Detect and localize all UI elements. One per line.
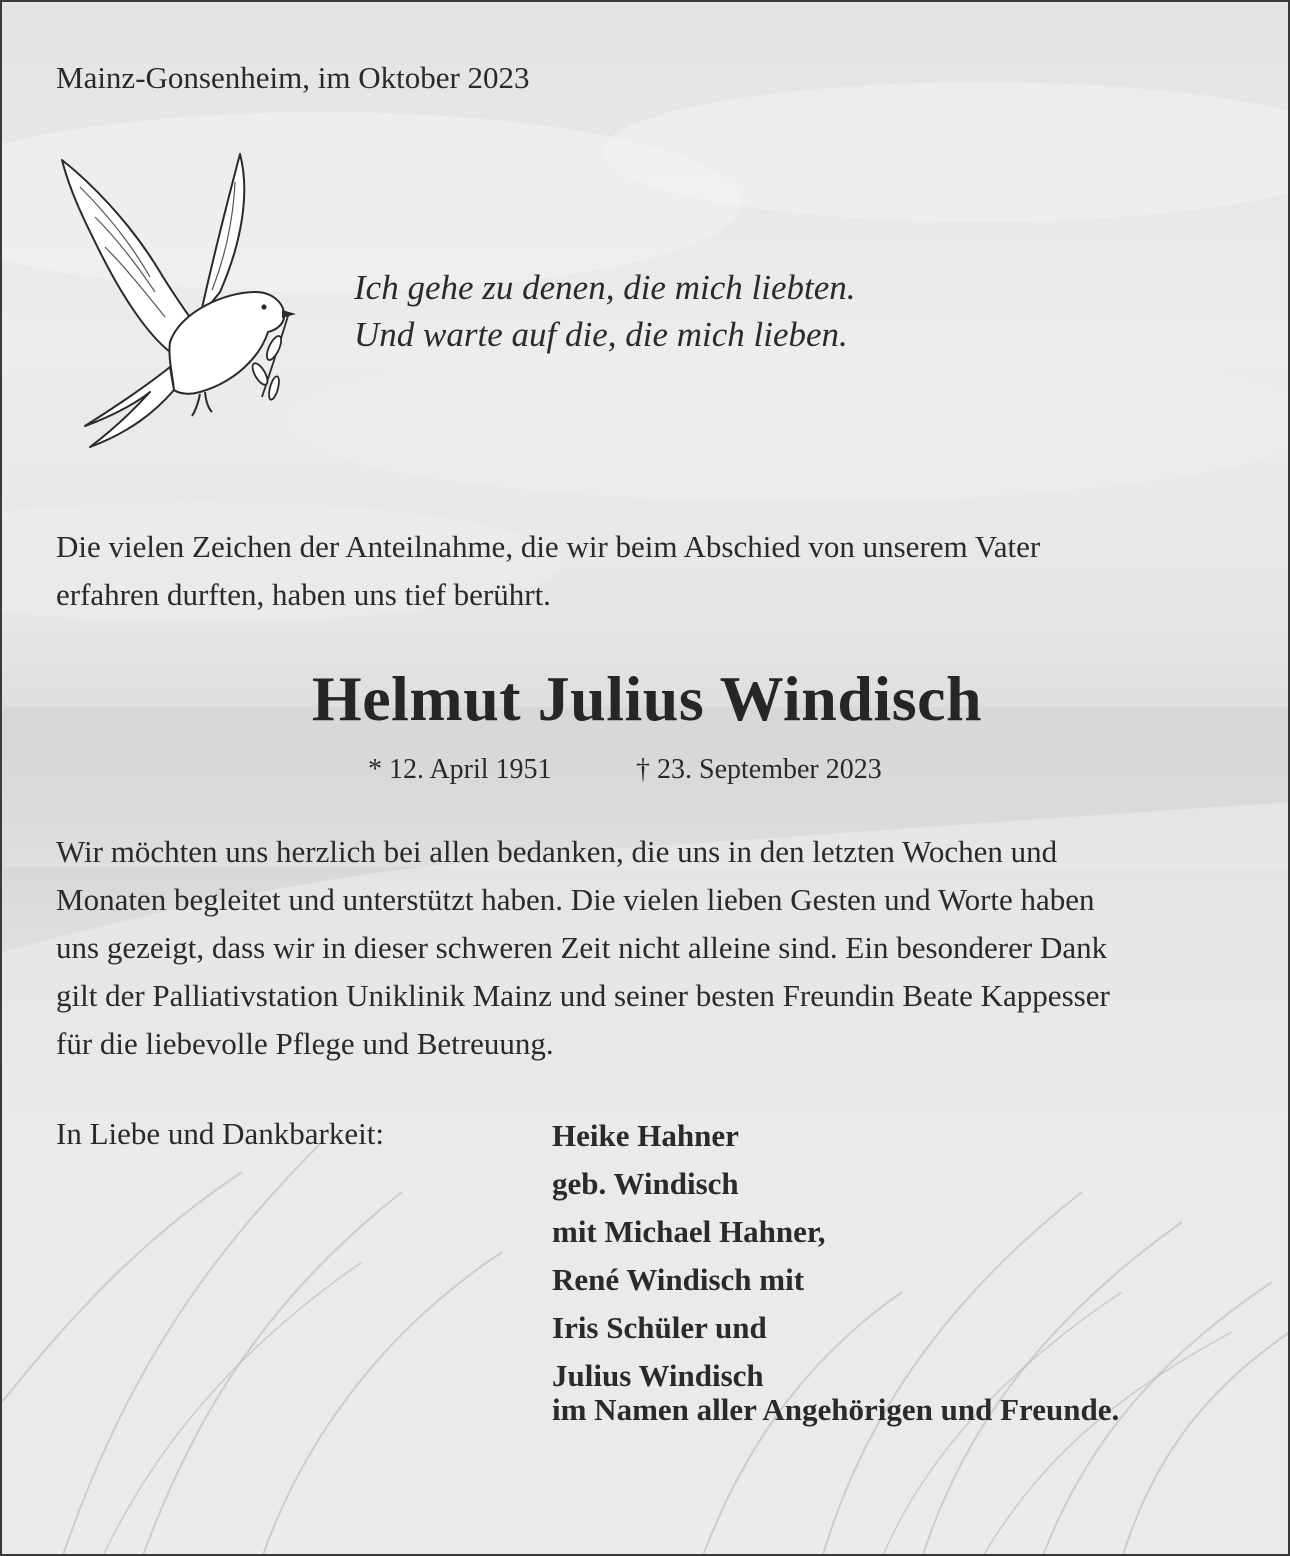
dove-with-olive-branch-icon [50,142,310,462]
death-date: † 23. September 2023 [636,754,882,785]
thanks-line: uns gezeigt, dass wir in dieser schweren Zeit nicht alleine sind. Ein besonderer Dank [56,930,1108,965]
closing-line: im Namen aller Angehörigen und Freunde. [552,1392,1120,1427]
signer-line: René Windisch mit [552,1262,805,1297]
signer-line: Iris Schüler und [552,1310,767,1345]
signer-line: Heike Hahner [552,1118,739,1153]
signoff-label: In Liebe und Dankbarkeit: [56,1116,384,1151]
thanks-line: Monaten begleitet und unterstützt haben. Die vielen lieben Gesten und Worte haben [56,882,1095,917]
signer-line: Julius Windisch [552,1358,764,1393]
signer-line: mit Michael Hahner, [552,1214,826,1249]
signer-line: geb. Windisch [552,1166,739,1201]
intro-paragraph [56,523,1040,619]
deceased-name: Helmut Julius Windisch [311,663,983,734]
signers-list [552,1112,826,1400]
birth-date: * 12. April 1951 [368,754,552,785]
intro-line: erfahren durften, haben uns tief berührt. [56,577,551,612]
thanks-line: für die liebevolle Pflege und Betreuung. [56,1026,554,1061]
quote-line: Und warte auf die, die mich lieben. [354,315,848,354]
thanks-paragraph [56,828,1110,1068]
thanks-line: Wir möchten uns herzlich bei allen bedanken, die uns in den letzten Wochen und [56,834,1058,869]
intro-line: Die vielen Zeichen der Anteilnahme, die wir beim Abschied von unserem Vater [56,529,1041,564]
quote-line: Ich gehe zu denen, die mich liebten. [354,268,856,307]
place-and-date: Mainz-Gonsenheim, im Oktober 2023 [56,60,530,95]
memorial-quote [354,264,855,358]
thanks-line: gilt der Palliativstation Uniklinik Mainz und seiner besten Freundin Beate Kappesser [56,978,1110,1013]
